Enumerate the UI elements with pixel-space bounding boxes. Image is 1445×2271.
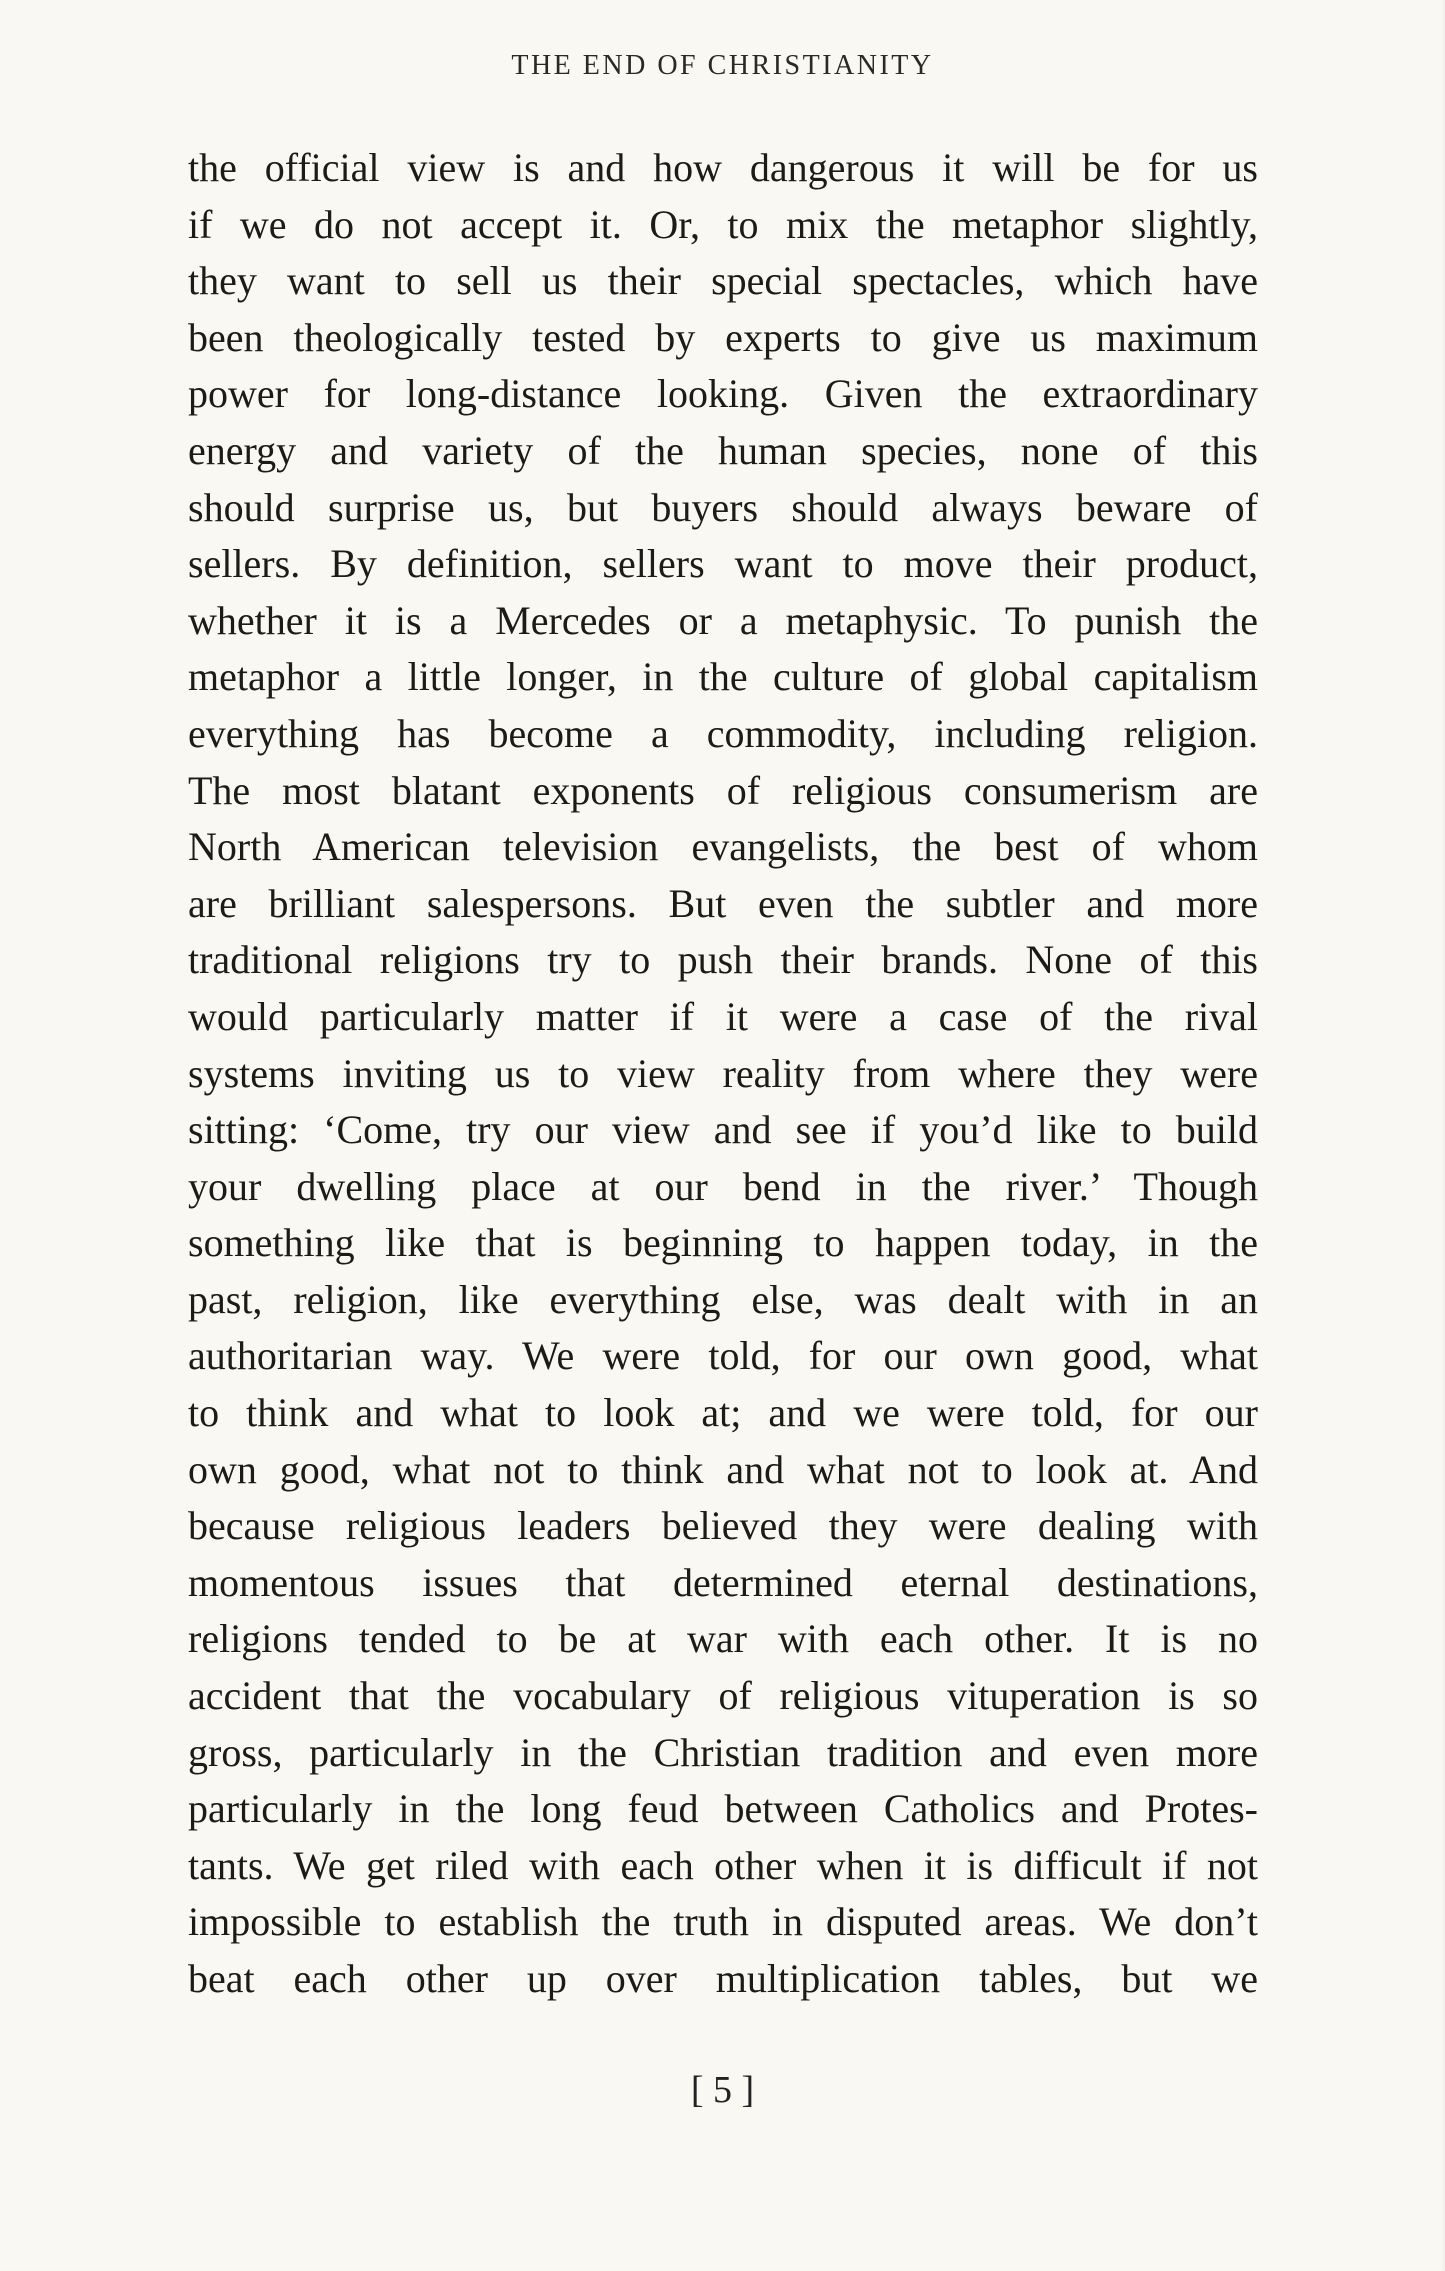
text-line: to think and what to look at; and we were told, for our xyxy=(188,1390,1258,1436)
text-line: past, religion, like everything else, was dealt with in an xyxy=(188,1276,1258,1322)
text-line: sitting: ‘Come, try our view and see if you’d like to build xyxy=(188,1107,1258,1153)
text-line: North American television evangelists, the best of whom xyxy=(188,824,1258,870)
page-number: [ 5 ] xyxy=(690,2069,755,2111)
text-line: because religious leaders believed they were dealing with xyxy=(188,1503,1258,1549)
running-head: THE END OF CHRISTIANITY xyxy=(511,50,934,81)
text-line: everything has become a commodity, including religion. xyxy=(188,710,1258,756)
text-line: accident that the vocabulary of religious vituperation is so xyxy=(188,1673,1258,1719)
text-line: particularly in the long feud between Catholics and Protes- xyxy=(188,1786,1258,1832)
text-line: The most blatant exponents of religious consumerism are xyxy=(188,767,1258,813)
page-edge-shadow xyxy=(1441,0,1445,2271)
text-line: impossible to establish the truth in disputed areas. We don’t xyxy=(188,1899,1258,1945)
text-line: power for long-distance looking. Given the extraordinary xyxy=(188,371,1258,417)
text-line: energy and variety of the human species, none of this xyxy=(188,427,1258,473)
text-line: metaphor a little longer, in the culture of global capitalism xyxy=(188,654,1258,700)
text-line: the official view is and how dangerous it will be for us xyxy=(188,145,1258,190)
text-line: whether it is a Mercedes or a metaphysic. To punish the xyxy=(188,597,1258,643)
text-line: momentous issues that determined eternal destinations, xyxy=(188,1559,1258,1605)
text-line: traditional religions try to push their brands. None of this xyxy=(188,937,1258,983)
text-line: systems inviting us to view reality from where they were xyxy=(188,1050,1258,1096)
text-line: they want to sell us their special spectacles, which have xyxy=(188,258,1258,304)
text-line: your dwelling place at our bend in the river.’ Though xyxy=(188,1163,1258,1209)
text-line: been theologically tested by experts to give us maximum xyxy=(188,314,1258,360)
text-line: own good, what not to think and what not to look at. And xyxy=(188,1446,1258,1492)
text-line: sellers. By definition, sellers want to move their product, xyxy=(188,541,1258,587)
text-line: are brilliant salespersons. But even the subtler and more xyxy=(188,880,1258,926)
text-line: gross, particularly in the Christian tradition and even more xyxy=(188,1729,1258,1775)
body-paragraph xyxy=(188,140,1258,2008)
text-line: beat each other up over multiplication tables, but we xyxy=(188,1956,1258,2001)
text-line: authoritarian way. We were told, for our own good, what xyxy=(188,1333,1258,1379)
text-line: should surprise us, but buyers should always beware of xyxy=(188,484,1258,530)
text-line: tants. We get riled with each other when it is difficult if not xyxy=(188,1842,1258,1888)
text-line: if we do not accept it. Or, to mix the metaphor slightly, xyxy=(188,201,1258,247)
text-line: something like that is beginning to happen today, in the xyxy=(188,1220,1258,1266)
text-line: would particularly matter if it were a case of the rival xyxy=(188,993,1258,1039)
text-line: religions tended to be at war with each other. It is no xyxy=(188,1616,1258,1662)
